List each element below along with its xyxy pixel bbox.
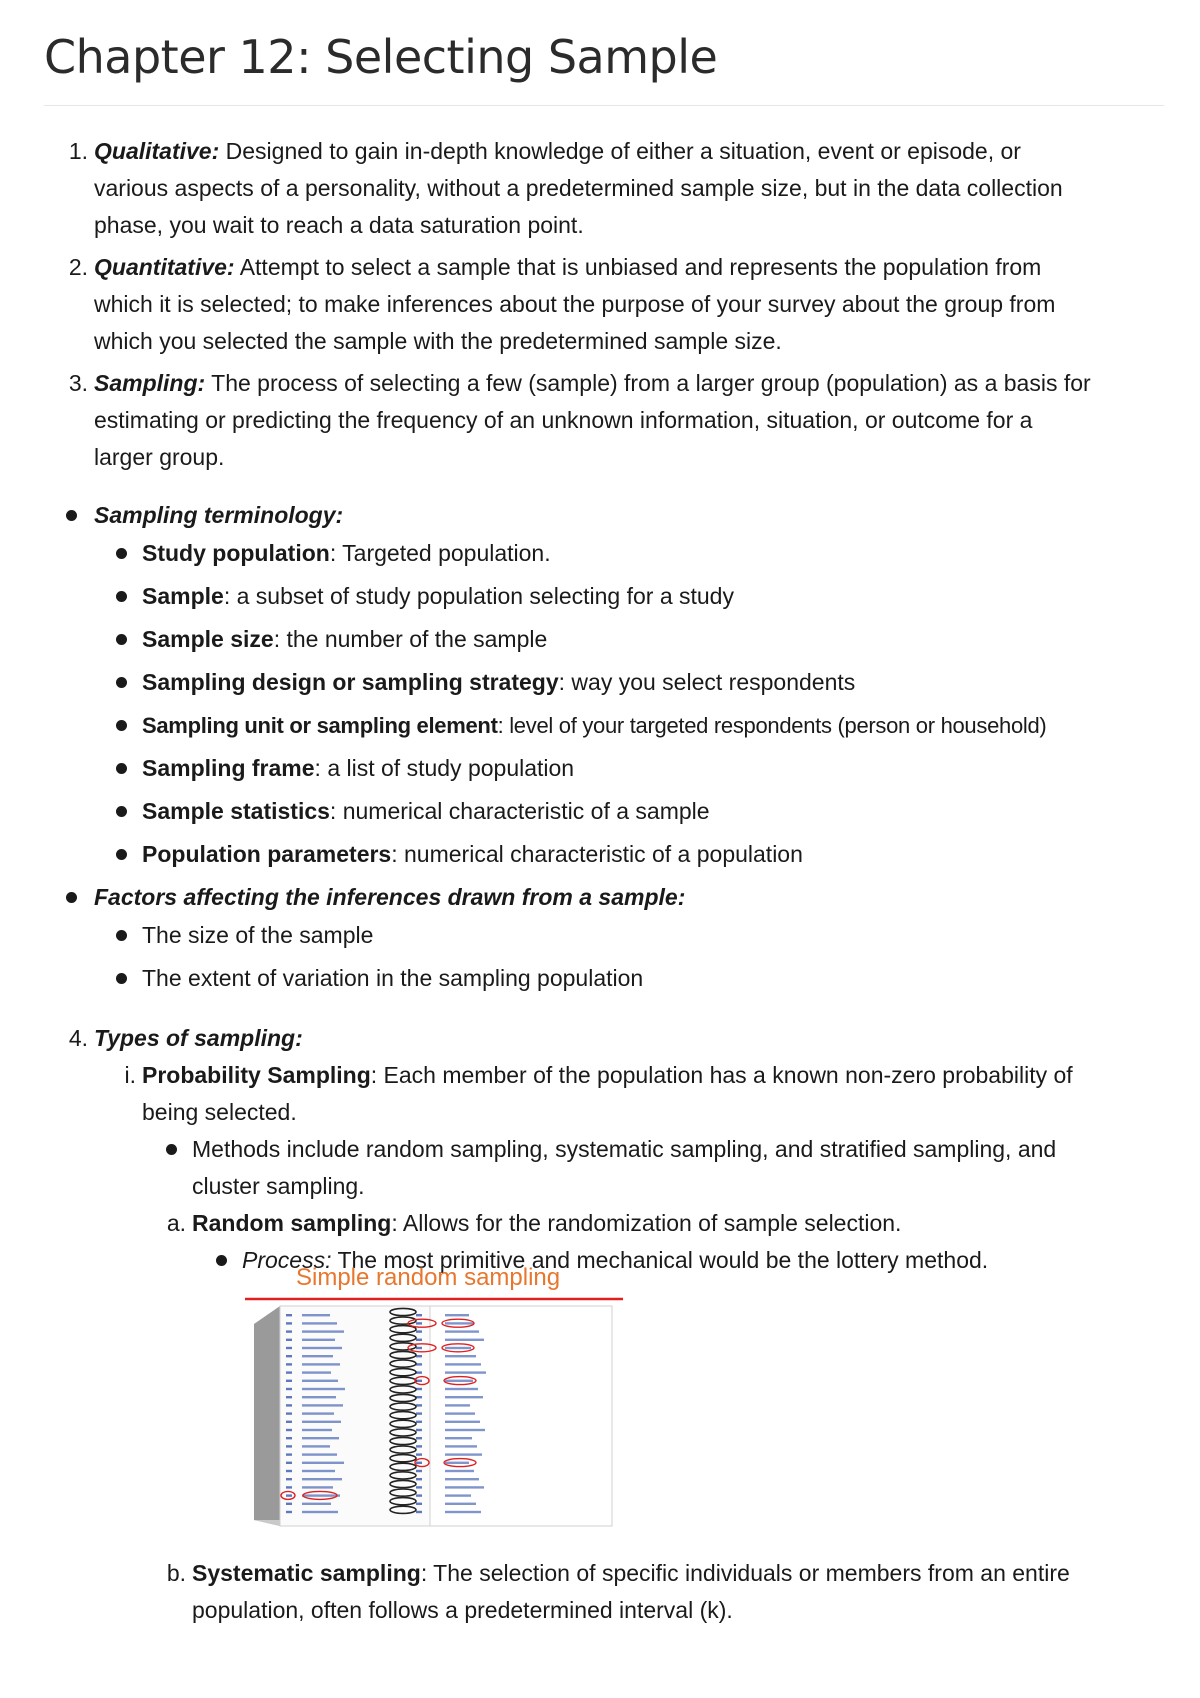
list-name-mark <box>302 1462 344 1464</box>
simple-random-sampling-figure <box>240 1262 630 1537</box>
list-number-mark <box>286 1437 292 1439</box>
list-name-mark <box>302 1314 330 1316</box>
list-number-mark <box>416 1494 422 1496</box>
bullet-icon <box>116 677 127 688</box>
terminology-entry: Sampling frame: a list of study population <box>142 755 575 781</box>
list-number-mark <box>286 1503 292 1505</box>
sampling-line-1: Sampling: The process of selecting a few (sample) from a larger group (population) as a basis for <box>94 370 1091 396</box>
list-name-mark <box>302 1388 345 1390</box>
list-number-mark <box>286 1511 292 1513</box>
list-name-mark <box>302 1363 340 1365</box>
bullet-icon <box>166 1144 177 1155</box>
terminology-entry: Study population: Targeted population. <box>142 540 551 566</box>
random-sampling-line: Random sampling: Allows for the randomization of sample selection. <box>192 1210 902 1236</box>
bullet-icon <box>116 548 127 559</box>
sampling-term: Sampling: <box>94 370 206 396</box>
list-number-mark <box>416 1314 422 1316</box>
methods-line-1: Methods include random sampling, systematic sampling, and stratified sampling, and <box>192 1136 1057 1162</box>
list-name-mark <box>302 1478 342 1480</box>
list-number-mark <box>416 1388 422 1390</box>
list-number-mark <box>286 1371 292 1373</box>
list-name-mark <box>445 1503 476 1505</box>
list-name-mark <box>445 1429 485 1431</box>
list-number-mark <box>286 1347 292 1349</box>
list-number-mark <box>286 1388 292 1390</box>
bullet-icon <box>116 973 127 984</box>
sampling-line-2: estimating or predicting the frequency of an unknown information, situation, or outcome for a <box>94 407 1033 433</box>
bullet-icon <box>116 591 127 602</box>
list-number-mark <box>416 1380 422 1382</box>
terminology-entry: Sample size: the number of the sample <box>142 626 548 652</box>
list-number-mark <box>416 1421 422 1423</box>
factors-heading: Factors affecting the inferences drawn from a sample: <box>94 884 686 910</box>
list-number-mark <box>416 1404 422 1406</box>
list-name-mark <box>302 1322 337 1324</box>
list-name-mark <box>445 1347 471 1349</box>
list-number-mark <box>416 1429 422 1431</box>
list-number-mark <box>286 1412 292 1414</box>
quantitative-term: Quantitative: <box>94 254 235 280</box>
item-marker: b. <box>166 1560 186 1586</box>
terminology-entry: Sample: a subset of study population selecting for a study <box>142 583 734 609</box>
list-name-mark <box>302 1445 330 1447</box>
terminology-entry: Sampling unit or sampling element: level of your targeted respondents (person or household) <box>142 713 1047 738</box>
list-number-mark <box>416 1462 422 1464</box>
bullet-icon <box>116 634 127 645</box>
qualitative-line-2: various aspects of a personality, without a predetermined sample size, but in the data collection <box>94 175 1063 201</box>
list-name-mark <box>445 1380 473 1382</box>
bullet-icon <box>116 930 127 941</box>
list-name-mark <box>445 1363 481 1365</box>
list-name-mark <box>445 1355 476 1357</box>
terminology-entry: Population parameters: numerical characteristic of a population <box>142 841 803 867</box>
list-name-mark <box>445 1462 469 1464</box>
list-number-mark <box>416 1396 422 1398</box>
bullet-icon <box>116 720 127 731</box>
list-name-mark <box>302 1437 339 1439</box>
item-number: 1. <box>68 138 88 164</box>
types-heading: Types of sampling: <box>94 1025 303 1051</box>
title-divider <box>44 105 1164 106</box>
list-number-mark <box>286 1314 292 1316</box>
bullet-icon <box>116 763 127 774</box>
list-name-mark <box>302 1486 333 1488</box>
list-name-mark <box>445 1404 470 1406</box>
sampling-line-3: larger group. <box>94 444 225 470</box>
list-number-mark <box>286 1445 292 1447</box>
list-name-mark <box>302 1470 335 1472</box>
list-number-mark <box>416 1470 422 1472</box>
list-name-mark <box>302 1339 335 1341</box>
list-number-mark <box>286 1339 292 1341</box>
quantitative-line-1: Quantitative: Attempt to select a sample that is unbiased and represents the population from <box>94 254 1042 280</box>
list-number-mark <box>286 1404 292 1406</box>
list-number-mark <box>286 1421 292 1423</box>
probability-line-1: Probability Sampling: Each member of the population has a known non-zero probability of <box>142 1062 1073 1088</box>
list-number-mark <box>416 1363 422 1365</box>
bullet-icon <box>66 892 77 903</box>
list-name-mark <box>445 1511 481 1513</box>
list-name-mark <box>445 1437 472 1439</box>
probability-line-2: being selected. <box>142 1099 297 1125</box>
qualitative-term: Qualitative: <box>94 138 220 164</box>
list-number-mark <box>286 1470 292 1472</box>
list-name-mark <box>445 1478 479 1480</box>
list-name-mark <box>445 1314 469 1316</box>
item-number: 2. <box>68 254 88 280</box>
list-name-mark <box>302 1371 331 1373</box>
item-marker: a. <box>166 1210 186 1236</box>
bullet-icon <box>116 806 127 817</box>
list-name-mark <box>445 1388 478 1390</box>
list-number-mark <box>416 1322 422 1324</box>
list-number-mark <box>416 1486 422 1488</box>
systematic-line-2: population, often follows a predetermined interval (k). <box>192 1597 733 1623</box>
list-name-mark <box>445 1322 474 1324</box>
list-name-mark <box>302 1412 334 1414</box>
list-number-mark <box>286 1330 292 1332</box>
notebook-cover <box>254 1306 280 1526</box>
list-number-mark <box>416 1347 422 1349</box>
qualitative-line-1: Qualitative: Designed to gain in-depth knowledge of either a situation, event or episode, or <box>94 138 1021 164</box>
list-name-mark <box>445 1330 479 1332</box>
list-number-mark <box>286 1355 292 1357</box>
list-name-mark <box>445 1453 482 1455</box>
list-number-mark <box>286 1363 292 1365</box>
list-name-mark <box>302 1330 344 1332</box>
list-name-mark <box>445 1371 486 1373</box>
item-marker: i. <box>124 1062 136 1088</box>
list-name-mark <box>302 1347 342 1349</box>
list-name-mark <box>302 1511 338 1513</box>
list-name-mark <box>445 1421 480 1423</box>
list-number-mark <box>286 1396 292 1398</box>
list-number-mark <box>286 1429 292 1431</box>
list-name-mark <box>302 1453 337 1455</box>
process-line: Process: The most primitive and mechanical would be the lottery method. <box>242 1247 989 1273</box>
factor-entry: The extent of variation in the sampling population <box>142 965 644 991</box>
list-number-mark <box>416 1355 422 1357</box>
list-name-mark <box>302 1429 332 1431</box>
page-title: Chapter 12: Selecting Sample <box>44 30 718 84</box>
quantitative-line-3: which you selected the sample with the predetermined sample size. <box>94 328 782 354</box>
list-number-mark <box>286 1322 292 1324</box>
systematic-line-1: Systematic sampling: The selection of specific individuals or members from an entire <box>192 1560 1070 1586</box>
list-number-mark <box>416 1478 422 1480</box>
bullet-icon <box>116 849 127 860</box>
bullet-icon <box>216 1255 227 1266</box>
item-number: 3. <box>68 370 88 396</box>
list-number-mark <box>286 1453 292 1455</box>
methods-line-2: cluster sampling. <box>192 1173 365 1199</box>
bullet-icon <box>66 510 77 521</box>
list-name-mark <box>445 1412 475 1414</box>
list-number-mark <box>286 1478 292 1480</box>
list-name-mark <box>302 1404 343 1406</box>
terminology-entry: Sample statistics: numerical characteristic of a sample <box>142 798 710 824</box>
terminology-heading: Sampling terminology: <box>94 502 344 528</box>
list-name-mark <box>302 1494 340 1496</box>
list-name-mark <box>445 1339 484 1341</box>
list-number-mark <box>416 1330 422 1332</box>
list-number-mark <box>416 1412 422 1414</box>
list-name-mark <box>302 1421 341 1423</box>
list-name-mark <box>302 1396 336 1398</box>
figure-title: Simple random sampling <box>296 1264 561 1291</box>
list-number-mark <box>416 1511 422 1513</box>
item-number: 4. <box>68 1025 88 1051</box>
list-number-mark <box>416 1445 422 1447</box>
list-number-mark <box>286 1494 292 1496</box>
list-number-mark <box>416 1339 422 1341</box>
terminology-entry: Sampling design or sampling strategy: way you select respondents <box>142 669 856 695</box>
list-number-mark <box>416 1453 422 1455</box>
list-number-mark <box>416 1437 422 1439</box>
list-name-mark <box>445 1445 477 1447</box>
list-number-mark <box>286 1462 292 1464</box>
list-name-mark <box>445 1486 484 1488</box>
factor-entry: The size of the sample <box>142 922 374 948</box>
list-name-mark <box>445 1494 471 1496</box>
list-number-mark <box>416 1371 422 1373</box>
quantitative-line-2: which it is selected; to make inferences about the purpose of your survey about the group from <box>94 291 1056 317</box>
list-name-mark <box>302 1355 333 1357</box>
list-number-mark <box>286 1380 292 1382</box>
list-number-mark <box>286 1486 292 1488</box>
list-name-mark <box>445 1470 474 1472</box>
list-name-mark <box>302 1380 338 1382</box>
list-number-mark <box>416 1503 422 1505</box>
list-name-mark <box>302 1503 331 1505</box>
list-name-mark <box>445 1396 483 1398</box>
qualitative-line-3: phase, you wait to reach a data saturation point. <box>94 212 584 238</box>
